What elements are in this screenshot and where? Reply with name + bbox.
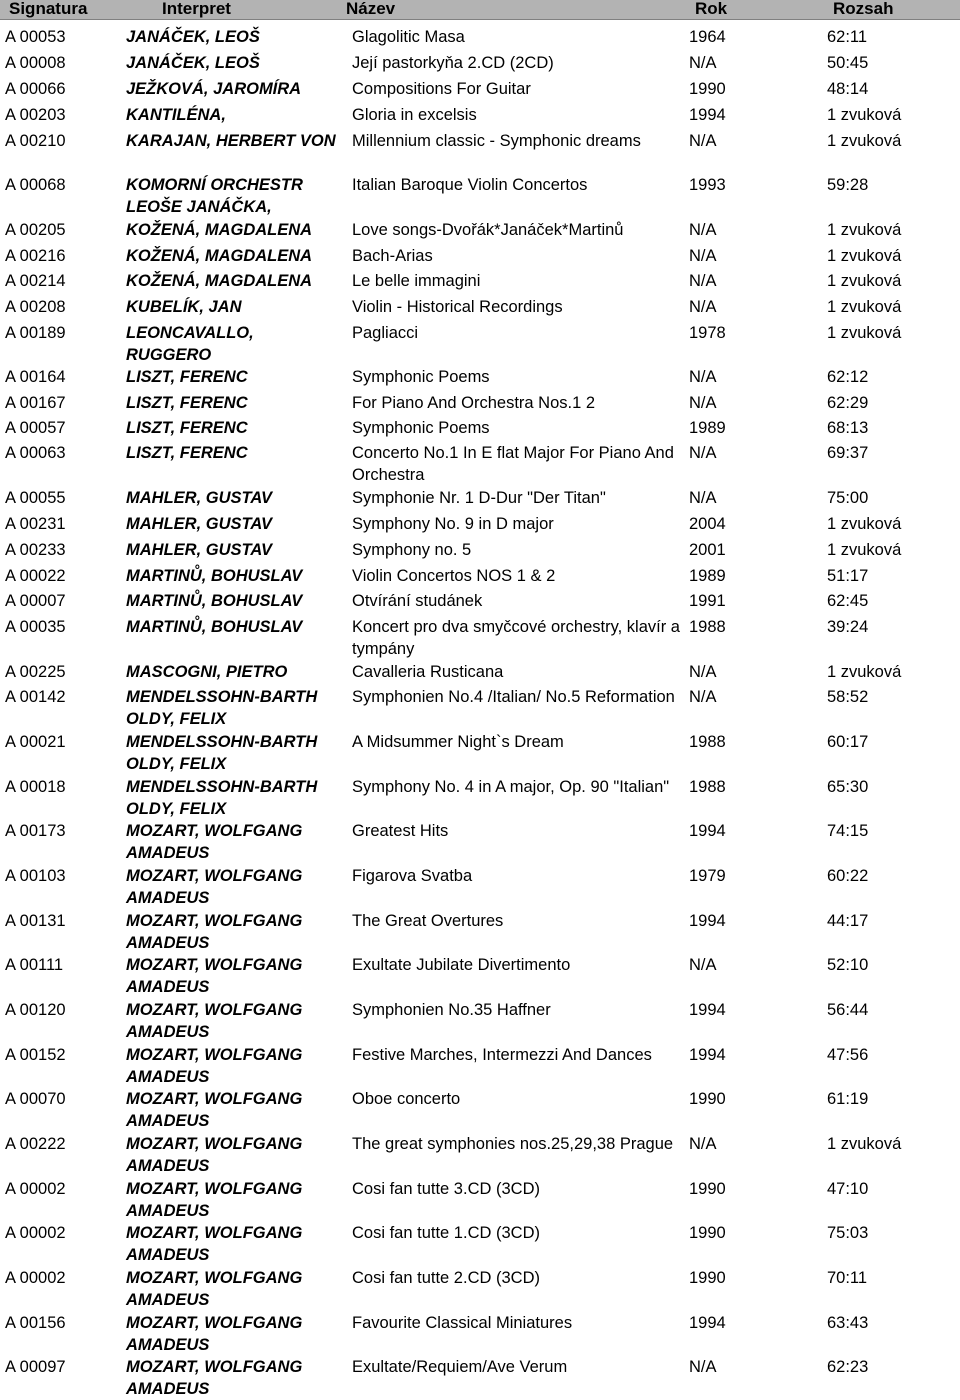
cell-rok: N/A [689,272,717,290]
cell-nazev: Cosi fan tutte 3.CD (3CD) [352,1180,540,1198]
header-signatura: Signatura [9,0,88,18]
cell-interpret: JANÁČEK, LEOŠ [126,54,260,72]
cell-nazev: Exultate Jubilate Divertimento [352,956,571,974]
header-rok: Rok [695,0,728,18]
cell-rok: 1990 [689,1180,726,1198]
cell-interpret: KOMORNÍ ORCHESTR LEOŠE JANÁČKA, [126,176,303,216]
cell-rozsah: 69:37 [827,444,869,462]
cell-signatura: A 00057 [5,419,66,437]
cell-signatura: A 00035 [5,618,66,636]
cell-rok: 1964 [689,28,726,46]
cell-signatura: A 00173 [5,822,66,840]
cell-nazev: Cavalleria Rusticana [352,663,504,681]
cell-interpret: LEONCAVALLO, RUGGERO [126,324,254,364]
cell-interpret: MAHLER, GUSTAV [126,515,273,533]
cell-nazev: Koncert pro dva smyčcové orchestry, klavír a tympány [352,618,680,658]
cell-signatura: A 00225 [5,663,66,681]
cell-nazev: A Midsummer Night`s Dream [352,733,564,751]
cell-rok: N/A [689,688,717,706]
cell-interpret: MARTINŮ, BOHUSLAV [126,567,303,585]
cell-interpret: KOŽENÁ, MAGDALENA [126,221,313,239]
cell-interpret: MOZART, WOLFGANG AMADEUS [126,1046,303,1086]
cell-nazev: Otvírání studánek [352,592,483,610]
header-rozsah: Rozsah [833,0,894,18]
cell-nazev: Greatest Hits [352,822,449,840]
cell-rok: 1988 [689,778,726,796]
cell-nazev: Symphony No. 4 in A major, Op. 90 "Italian" [352,778,670,796]
cell-interpret: MOZART, WOLFGANG AMADEUS [126,1090,303,1130]
cell-interpret: LISZT, FERENC [126,419,248,437]
cell-rok: 2001 [689,541,726,559]
cell-rok: 1990 [689,80,726,98]
cell-rozsah: 61:19 [827,1090,869,1108]
cell-rok: N/A [689,394,717,412]
cell-interpret: MARTINŮ, BOHUSLAV [126,592,303,610]
cell-signatura: A 00022 [5,567,66,585]
cell-rok: 1989 [689,419,726,437]
cell-interpret: MOZART, WOLFGANG AMADEUS [126,867,303,907]
cell-signatura: A 00164 [5,368,66,386]
cell-interpret: MOZART, WOLFGANG AMADEUS [126,1314,303,1354]
cell-rozsah: 62:23 [827,1358,869,1376]
cell-interpret: JANÁČEK, LEOŠ [126,28,260,46]
cell-signatura: A 00103 [5,867,66,885]
cell-rok: 1979 [689,867,726,885]
cell-nazev: Festive Marches, Intermezzi And Dances [352,1046,652,1064]
cell-rozsah: 1 zvuková [827,132,902,150]
cell-interpret: MOZART, WOLFGANG AMADEUS [126,1269,303,1309]
cell-rok: 1978 [689,324,726,342]
cell-rozsah: 1 zvuková [827,515,902,533]
cell-rok: 1994 [689,1046,726,1064]
cell-signatura: A 00007 [5,592,66,610]
cell-signatura: A 00233 [5,541,66,559]
cell-rozsah: 52:10 [827,956,869,974]
cell-rozsah: 48:14 [827,80,869,98]
cell-interpret: KUBELÍK, JAN [126,298,242,316]
cell-rozsah: 1 zvuková [827,247,902,265]
cell-signatura: A 00053 [5,28,66,46]
cell-rok: N/A [689,132,717,150]
cell-rok: N/A [689,956,717,974]
cell-nazev: Bach-Arias [352,247,433,265]
cell-nazev: Její pastorkyňa 2.CD (2CD) [352,54,554,72]
cell-nazev: Love songs-Dvořák*Janáček*Martinů [352,221,624,239]
cell-signatura: A 00208 [5,298,66,316]
cell-rozsah: 74:15 [827,822,869,840]
cell-rozsah: 1 zvuková [827,106,902,124]
cell-interpret: MOZART, WOLFGANG AMADEUS [126,1358,303,1398]
cell-signatura: A 00066 [5,80,66,98]
cell-interpret: MENDELSSOHN-BARTH OLDY, FELIX [126,733,318,773]
cell-signatura: A 00214 [5,272,66,290]
header-nazev: Název [346,0,396,18]
cell-interpret: MOZART, WOLFGANG AMADEUS [126,1001,303,1041]
cell-rozsah: 59:28 [827,176,869,194]
cell-rozsah: 1 zvuková [827,272,902,290]
cell-rozsah: 62:11 [827,28,868,46]
cell-rozsah: 62:45 [827,592,869,610]
cell-rok: N/A [689,663,717,681]
cell-nazev: Italian Baroque Violin Concertos [352,176,588,194]
cell-rozsah: 47:56 [827,1046,869,1064]
cell-signatura: A 00063 [5,444,66,462]
cell-signatura: A 00231 [5,515,66,533]
cell-rozsah: 75:03 [827,1224,869,1242]
cell-rok: 1990 [689,1090,726,1108]
cell-interpret: KOŽENÁ, MAGDALENA [126,247,313,265]
cell-rok: 1989 [689,567,726,585]
cell-rozsah: 62:29 [827,394,869,412]
cell-rozsah: 47:10 [827,1180,869,1198]
cell-rok: 2004 [689,515,726,533]
cell-rozsah: 56:44 [827,1001,869,1019]
cell-interpret: JEŽKOVÁ, JAROMÍRA [126,80,302,98]
cell-rozsah: 58:52 [827,688,869,706]
cell-rozsah: 39:24 [827,618,869,636]
cell-rozsah: 44:17 [827,912,869,930]
cell-signatura: A 00070 [5,1090,66,1108]
cell-rok: N/A [689,54,717,72]
cell-nazev: Violin Concertos NOS 1 & 2 [352,567,556,585]
cell-nazev: Gloria in excelsis [352,106,477,124]
cell-nazev: Exultate/Requiem/Ave Verum [352,1358,568,1376]
cell-signatura: A 00002 [5,1224,66,1242]
cell-interpret: MOZART, WOLFGANG AMADEUS [126,822,303,862]
cell-nazev: Symphonie Nr. 1 D-Dur "Der Titan" [352,489,606,507]
cell-signatura: A 00210 [5,132,66,150]
cell-rok: 1994 [689,912,726,930]
cell-interpret: MAHLER, GUSTAV [126,541,273,559]
cell-interpret: MOZART, WOLFGANG AMADEUS [126,912,303,952]
cell-nazev: The Great Overtures [352,912,504,930]
cell-signatura: A 00120 [5,1001,66,1019]
cell-signatura: A 00021 [5,733,66,751]
cell-rok: 1990 [689,1224,726,1242]
cell-signatura: A 00203 [5,106,66,124]
cell-signatura: A 00068 [5,176,66,194]
cell-nazev: Pagliacci [352,324,419,342]
cell-nazev: Cosi fan tutte 2.CD (3CD) [352,1269,540,1287]
cell-rozsah: 65:30 [827,778,869,796]
cell-interpret: MOZART, WOLFGANG AMADEUS [126,956,303,996]
cell-nazev: Concerto No.1 In E flat Major For Piano And Orchestra [352,444,674,484]
header-interpret: Interpret [162,0,231,18]
cell-signatura: A 00008 [5,54,66,72]
cell-signatura: A 00222 [5,1135,66,1153]
cell-rozsah: 1 zvuková [827,298,902,316]
cell-nazev: Millennium classic - Symphonic dreams [352,132,641,150]
cell-signatura: A 00167 [5,394,66,412]
cell-interpret: KARAJAN, HERBERT VON [126,132,336,150]
cell-rok: N/A [689,247,717,265]
cell-signatura: A 00018 [5,778,66,796]
cell-rok: 1994 [689,1001,726,1019]
cell-rozsah: 1 zvuková [827,541,902,559]
cell-rozsah: 50:45 [827,54,869,72]
cell-rozsah: 1 zvuková [827,1135,902,1153]
cell-interpret: MOZART, WOLFGANG AMADEUS [126,1180,303,1220]
cell-rozsah: 60:17 [827,733,869,751]
cell-nazev: Cosi fan tutte 1.CD (3CD) [352,1224,540,1242]
cell-interpret: MOZART, WOLFGANG AMADEUS [126,1224,303,1264]
cell-interpret: KANTILÉNA, [126,106,226,124]
cell-rozsah: 70:11 [827,1269,868,1287]
cell-nazev: Symphonic Poems [352,368,490,386]
cell-nazev: Glagolitic Masa [352,28,465,46]
cell-nazev: Symphony no. 5 [352,541,472,559]
cell-rok: N/A [689,221,717,239]
cell-nazev: The great symphonies nos.25,29,38 Prague [352,1135,674,1153]
cell-nazev: Symphonien No.4 /Italian/ No.5 Reformation [352,688,675,706]
cell-rozsah: 1 zvuková [827,324,902,342]
cell-rozsah: 51:17 [827,567,869,585]
cell-nazev: Le belle immagini [352,272,481,290]
cell-interpret: MOZART, WOLFGANG AMADEUS [126,1135,303,1175]
cell-rozsah: 60:22 [827,867,869,885]
cell-rok: N/A [689,368,717,386]
cell-rozsah: 63:43 [827,1314,869,1332]
cell-signatura: A 00055 [5,489,66,507]
cell-nazev: Symphony No. 9 in D major [352,515,554,533]
table-header [0,0,960,20]
cell-signatura: A 00002 [5,1180,66,1198]
cell-rok: 1988 [689,733,726,751]
cell-signatura: A 00205 [5,221,66,239]
cell-rok: 1994 [689,106,726,124]
cell-rok: 1991 [689,592,726,610]
cell-rok: N/A [689,444,717,462]
cell-signatura: A 00156 [5,1314,66,1332]
cell-interpret: MENDELSSOHN-BARTH OLDY, FELIX [126,778,318,818]
cell-nazev: Favourite Classical Miniatures [352,1314,573,1332]
cell-signatura: A 00131 [5,912,66,930]
cell-nazev: Compositions For Guitar [352,80,531,98]
cell-interpret: MASCOGNI, PIETRO [126,663,288,681]
cell-interpret: MENDELSSOHN-BARTH OLDY, FELIX [126,688,318,728]
cell-interpret: KOŽENÁ, MAGDALENA [126,272,313,290]
cell-nazev: Figarova Svatba [352,867,473,885]
cell-interpret: MAHLER, GUSTAV [126,489,273,507]
cell-nazev: Symphonic Poems [352,419,490,437]
cell-signatura: A 00002 [5,1269,66,1287]
cell-interpret: LISZT, FERENC [126,394,248,412]
cell-rok: N/A [689,489,717,507]
cell-interpret: LISZT, FERENC [126,444,248,462]
cell-rok: N/A [689,1135,717,1153]
cell-rozsah: 68:13 [827,419,869,437]
cell-rok: 1990 [689,1269,726,1287]
cell-nazev: Oboe concerto [352,1090,461,1108]
cell-nazev: Violin - Historical Recordings [352,298,563,316]
cell-signatura: A 00189 [5,324,66,342]
cell-rok: 1993 [689,176,726,194]
cell-interpret: MARTINŮ, BOHUSLAV [126,618,303,636]
cell-interpret: LISZT, FERENC [126,368,248,386]
cell-signatura: A 00216 [5,247,66,265]
cell-nazev: Symphonien No.35 Haffner [352,1001,551,1019]
cell-rok: 1988 [689,618,726,636]
cell-rozsah: 62:12 [827,368,869,386]
cell-rok: 1994 [689,822,726,840]
cell-rok: N/A [689,1358,717,1376]
cell-signatura: A 00111 [5,956,64,974]
cell-rok: N/A [689,298,717,316]
cell-rozsah: 1 zvuková [827,663,902,681]
cell-rozsah: 75:00 [827,489,869,507]
cell-rok: 1994 [689,1314,726,1332]
cell-nazev: For Piano And Orchestra Nos.1 2 [352,394,596,412]
cell-signatura: A 00152 [5,1046,66,1064]
cell-signatura: A 00097 [5,1358,66,1376]
cell-signatura: A 00142 [5,688,66,706]
cell-rozsah: 1 zvuková [827,221,902,239]
